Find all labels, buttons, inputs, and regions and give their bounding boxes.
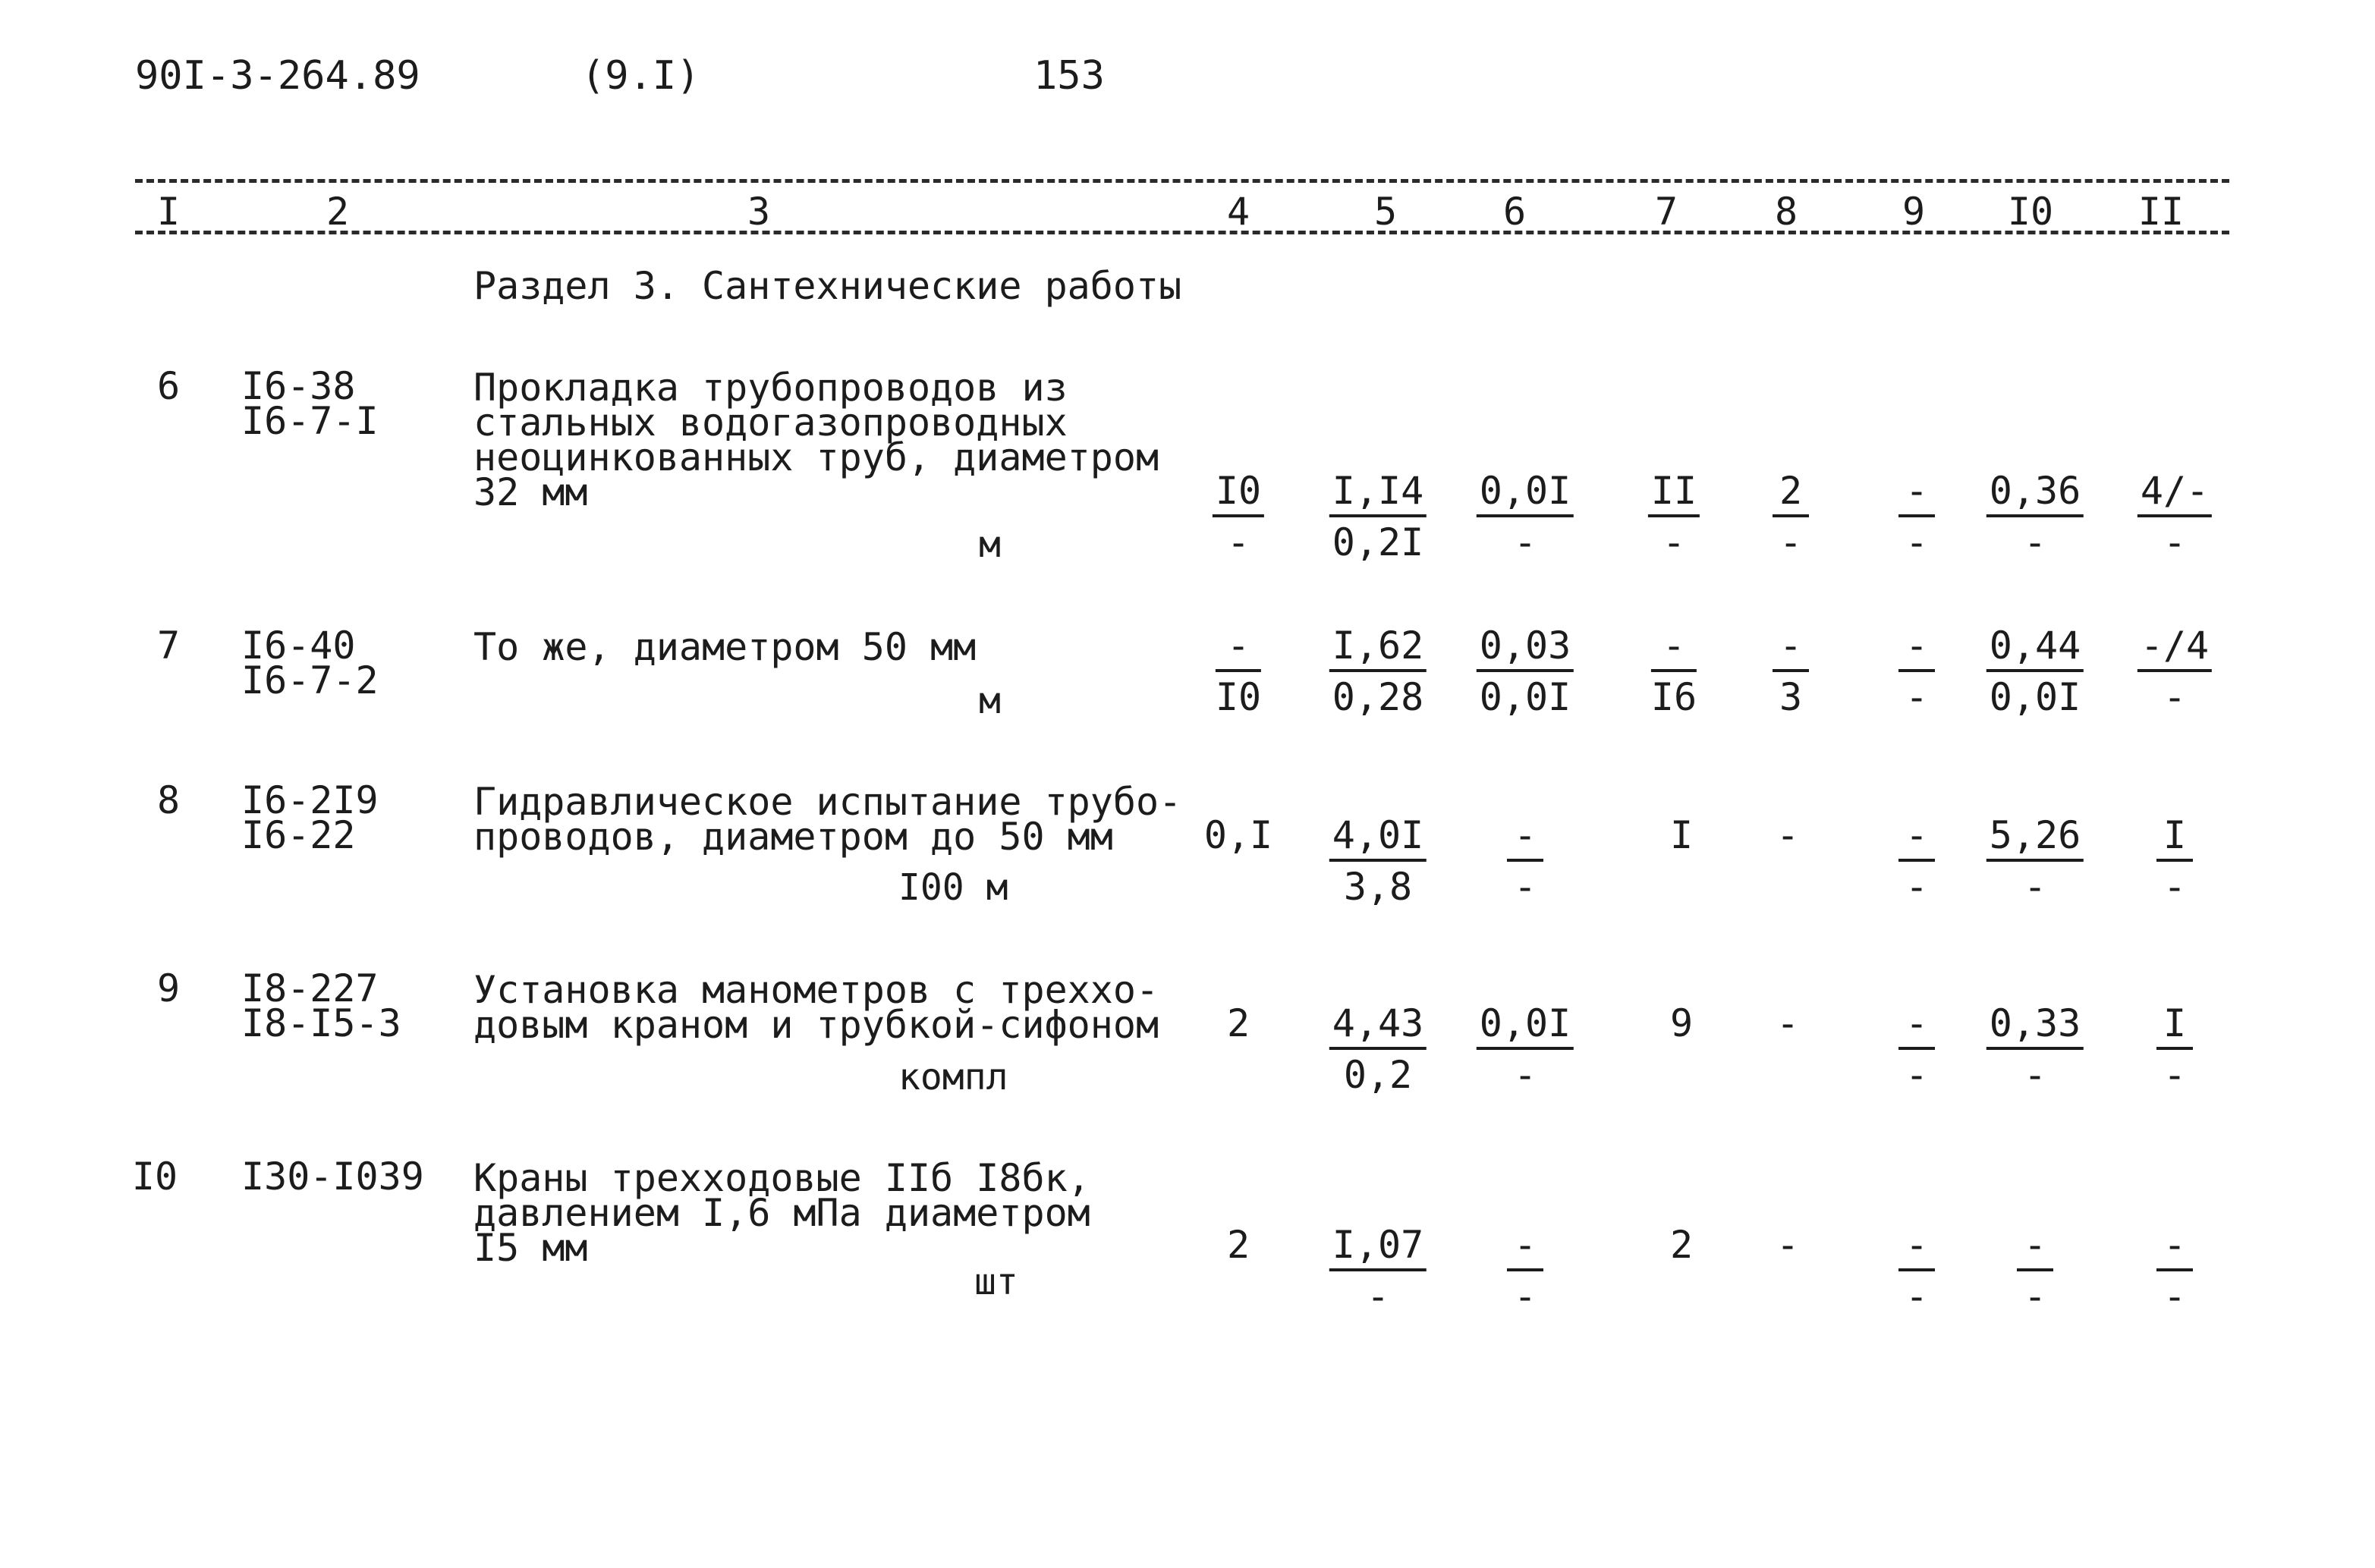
column-header: 5 bbox=[1373, 190, 1398, 234]
fraction-bottom: - bbox=[1226, 520, 1250, 564]
column-header: 9 bbox=[1902, 190, 1926, 234]
column-header: I0 bbox=[2007, 190, 2054, 234]
section-reference: (9.I) bbox=[581, 53, 700, 99]
price-code: I6-22 bbox=[241, 813, 356, 857]
price-code: I6-7-2 bbox=[241, 658, 379, 702]
work-description: Гидравлическое испытание трубо- проводов, диаметром до 50 мм bbox=[473, 780, 1182, 859]
fraction-top: 4/- bbox=[2138, 472, 2212, 517]
fraction-top: 0,0I bbox=[1477, 1004, 1574, 1050]
fraction-cell bbox=[1507, 1223, 1543, 1318]
fraction-top: 0,36 bbox=[1987, 472, 2084, 517]
fraction-top: - bbox=[1507, 1226, 1543, 1271]
fraction-top: - bbox=[1898, 472, 1935, 517]
fraction-top: 0,0I bbox=[1477, 472, 1574, 517]
fraction-top: 0,03 bbox=[1477, 627, 1574, 672]
fraction-bottom: - bbox=[1779, 520, 1803, 564]
fraction-top: I,I4 bbox=[1329, 472, 1427, 517]
fraction-bottom: 0,0I bbox=[1989, 675, 2081, 719]
row-number: 8 bbox=[156, 778, 181, 822]
fraction-bottom: 0,28 bbox=[1332, 675, 1424, 719]
value-cell: 0,I bbox=[1203, 813, 1273, 857]
fraction-bottom: - bbox=[2163, 1274, 2187, 1318]
row-number: 7 bbox=[156, 624, 181, 668]
value-cell: 2 bbox=[1226, 1001, 1250, 1045]
fraction-top: - bbox=[1216, 627, 1261, 672]
column-header: 2 bbox=[326, 190, 350, 234]
unit-of-measure: шт bbox=[974, 1261, 1018, 1303]
fraction-cell bbox=[2156, 813, 2193, 909]
unit-of-measure: компл bbox=[898, 1056, 1008, 1098]
fraction-top: - bbox=[1773, 627, 1809, 672]
page-number: 153 bbox=[1033, 53, 1105, 99]
work-description: Установка манометров с треххо- довым краном и трубкой-сифоном bbox=[473, 968, 1159, 1047]
fraction-bottom: - bbox=[1905, 520, 1929, 564]
section-title: Раздел 3. Сантехнические работы bbox=[473, 264, 1182, 308]
norm-code: I6-40 bbox=[241, 624, 356, 668]
fraction-bottom: - bbox=[2163, 865, 2187, 909]
column-header: 8 bbox=[1774, 190, 1798, 234]
fraction-top: I0 bbox=[1213, 472, 1264, 517]
fraction-cell bbox=[1215, 624, 1262, 719]
fraction-top: I bbox=[2156, 1004, 2193, 1050]
norm-code: I6-2I9 bbox=[241, 778, 379, 822]
row-number: I0 bbox=[131, 1155, 178, 1199]
fraction-top: 4,43 bbox=[1329, 1004, 1427, 1050]
fraction-top: - bbox=[1651, 627, 1697, 672]
fraction-bottom: - bbox=[1905, 1053, 1929, 1097]
fraction-top: - bbox=[1898, 816, 1935, 862]
value-cell: 9 bbox=[1669, 1001, 1694, 1045]
column-header: II bbox=[2138, 190, 2185, 234]
fraction-top: II bbox=[1648, 472, 1700, 517]
fraction-top: - bbox=[2156, 1226, 2193, 1271]
fraction-top: 5,26 bbox=[1987, 816, 2084, 862]
fraction-top: - bbox=[2017, 1226, 2053, 1271]
work-description: Прокладка трубопроводов из стальных водогазопроводных неоцинкованных труб, диаметром 32 мм bbox=[473, 366, 1159, 514]
fraction-bottom: - bbox=[1513, 520, 1537, 564]
fraction-bottom: - bbox=[1905, 865, 1929, 909]
fraction-cell bbox=[1329, 469, 1427, 564]
value-cell: I bbox=[1669, 813, 1694, 857]
column-header: 3 bbox=[747, 190, 771, 234]
fraction-cell bbox=[1987, 624, 2084, 719]
fraction-top: I bbox=[2156, 816, 2193, 862]
value-cell: - bbox=[1776, 1001, 1800, 1045]
fraction-bottom: 3,8 bbox=[1343, 865, 1413, 909]
fraction-cell bbox=[1329, 624, 1427, 719]
fraction-cell bbox=[1477, 1001, 1574, 1097]
column-header: 4 bbox=[1226, 190, 1250, 234]
fraction-cell bbox=[1898, 1001, 1935, 1097]
column-header: I bbox=[156, 190, 181, 234]
work-description: То же, диаметром 50 мм bbox=[473, 625, 977, 669]
fraction-cell bbox=[1648, 469, 1700, 564]
fraction-bottom: - bbox=[1513, 865, 1537, 909]
fraction-cell bbox=[1477, 624, 1574, 719]
fraction-bottom: - bbox=[1905, 675, 1929, 719]
fraction-cell bbox=[1898, 813, 1935, 909]
value-cell: 2 bbox=[1226, 1223, 1250, 1267]
fraction-bottom: I6 bbox=[1650, 675, 1697, 719]
fraction-bottom: - bbox=[2163, 675, 2187, 719]
fraction-cell bbox=[1329, 813, 1427, 909]
fraction-bottom: 0,2 bbox=[1343, 1053, 1413, 1097]
work-description: Краны трехходовые IIб I8бк, давлением I,6 мПа диаметром I5 мм bbox=[473, 1156, 1090, 1270]
fraction-top: I,07 bbox=[1329, 1226, 1427, 1271]
fraction-cell bbox=[2156, 1223, 2193, 1318]
fraction-cell bbox=[1773, 469, 1809, 564]
value-cell: - bbox=[1776, 813, 1800, 857]
fraction-bottom: - bbox=[2023, 1053, 2047, 1097]
column-header: 7 bbox=[1654, 190, 1678, 234]
norm-code: I6-38 bbox=[241, 364, 356, 408]
fraction-cell bbox=[1329, 1223, 1427, 1318]
row-number: 6 bbox=[156, 364, 181, 408]
value-cell: - bbox=[1776, 1223, 1800, 1267]
fraction-bottom: - bbox=[2163, 1053, 2187, 1097]
fraction-bottom: 0,2I bbox=[1332, 520, 1424, 564]
fraction-bottom: - bbox=[2023, 865, 2047, 909]
fraction-top: - bbox=[1898, 1004, 1935, 1050]
fraction-bottom: I0 bbox=[1215, 675, 1262, 719]
fraction-bottom: - bbox=[2023, 520, 2047, 564]
fraction-top: -/4 bbox=[2138, 627, 2212, 672]
fraction-cell bbox=[1329, 1001, 1427, 1097]
fraction-top: - bbox=[1507, 816, 1543, 862]
fraction-bottom: - bbox=[1366, 1274, 1390, 1318]
fraction-top: - bbox=[1898, 627, 1935, 672]
fraction-top: I,62 bbox=[1329, 627, 1427, 672]
unit-of-measure: м bbox=[979, 680, 1001, 722]
fraction-top: 2 bbox=[1773, 472, 1809, 517]
fraction-top: - bbox=[1898, 1226, 1935, 1271]
fraction-bottom: - bbox=[1662, 520, 1686, 564]
fraction-top: 0,44 bbox=[1987, 627, 2084, 672]
fraction-cell bbox=[1650, 624, 1697, 719]
column-header: 6 bbox=[1502, 190, 1527, 234]
fraction-bottom: - bbox=[2023, 1274, 2047, 1318]
price-code: I8-I5-3 bbox=[241, 1001, 401, 1045]
fraction-bottom: - bbox=[1513, 1053, 1537, 1097]
norm-code: I8-227 bbox=[241, 966, 379, 1010]
fraction-bottom: 0,0I bbox=[1479, 675, 1571, 719]
fraction-bottom: - bbox=[1513, 1274, 1537, 1318]
norm-code: I30-I039 bbox=[241, 1155, 424, 1199]
fraction-cell bbox=[1898, 624, 1935, 719]
fraction-cell bbox=[1987, 813, 2084, 909]
value-cell: 2 bbox=[1669, 1223, 1694, 1267]
fraction-cell bbox=[1477, 469, 1574, 564]
fraction-cell bbox=[2017, 1223, 2053, 1318]
fraction-cell bbox=[1898, 469, 1935, 564]
fraction-bottom: - bbox=[2163, 520, 2187, 564]
fraction-bottom: 3 bbox=[1779, 675, 1803, 719]
fraction-cell bbox=[1987, 1001, 2084, 1097]
fraction-cell bbox=[1898, 1223, 1935, 1318]
fraction-bottom: - bbox=[1905, 1274, 1929, 1318]
fraction-cell bbox=[1773, 624, 1809, 719]
fraction-top: 0,33 bbox=[1987, 1004, 2084, 1050]
row-number: 9 bbox=[156, 966, 181, 1010]
fraction-cell bbox=[1987, 469, 2084, 564]
document-code: 90I-3-264.89 bbox=[135, 53, 420, 99]
fraction-cell bbox=[1507, 813, 1543, 909]
fraction-cell bbox=[2156, 1001, 2193, 1097]
header-top-rule bbox=[135, 179, 2229, 183]
price-code: I6-7-I bbox=[241, 399, 379, 443]
unit-of-measure: I00 м bbox=[898, 866, 1008, 909]
fraction-cell bbox=[2138, 624, 2212, 719]
unit-of-measure: м bbox=[979, 523, 1001, 566]
fraction-cell bbox=[2138, 469, 2212, 564]
fraction-cell bbox=[1213, 469, 1264, 564]
fraction-top: 4,0I bbox=[1329, 816, 1427, 862]
